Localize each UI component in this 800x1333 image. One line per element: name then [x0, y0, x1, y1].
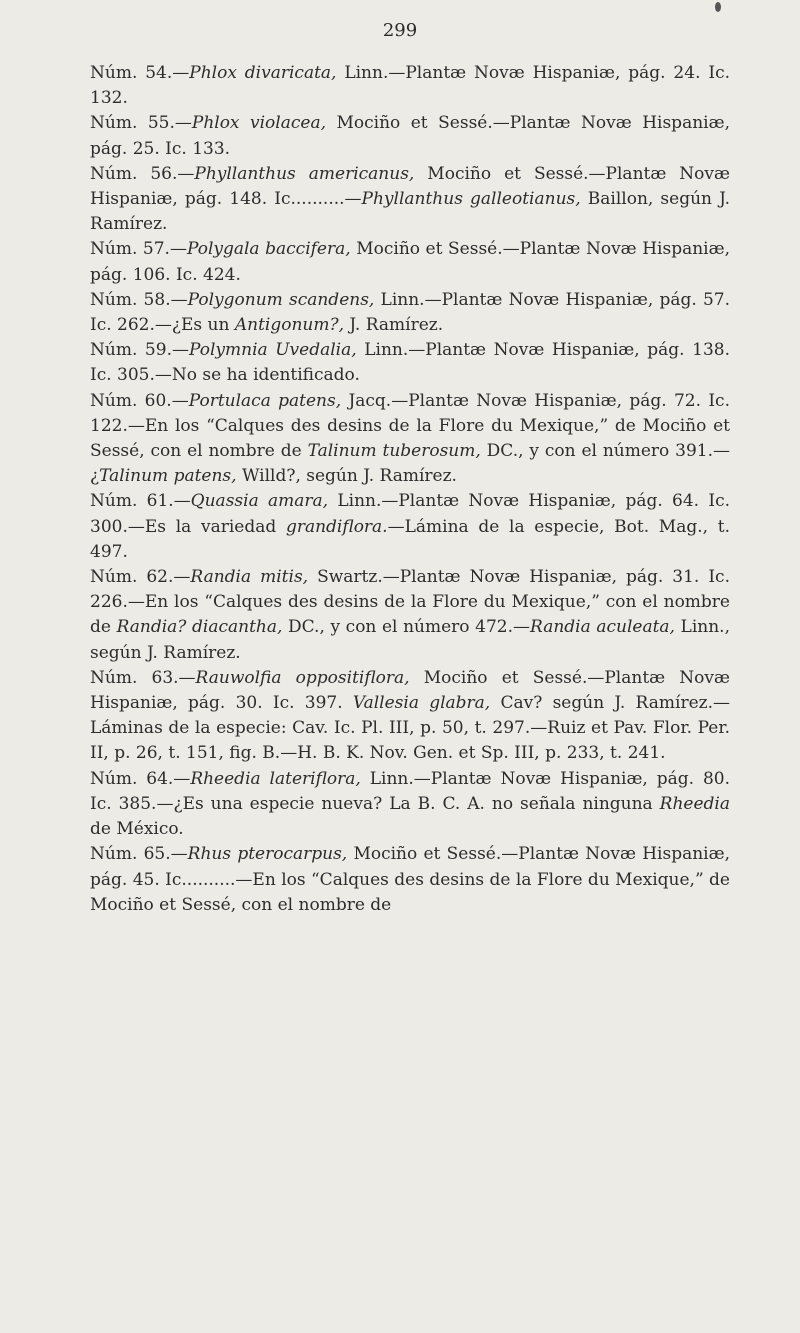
- taxon-name: Rheedia lateriflora,: [190, 768, 361, 789]
- entry-text: Cav? según J. Ramírez.—Láminas de la especie: Cav. Ic. Pl. III, p. 50, t. 297.—Ruiz et Pav. Flor. Per. II, p. 26, t. 151, fig. B.—H. B. K. Nov. Gen. et Sp. III, p. 233, t. 241.: [90, 693, 730, 764]
- entry-text: Núm. 65.—: [90, 844, 188, 865]
- taxon-name: Portulaca patens,: [188, 390, 342, 411]
- catalog-entry: [90, 162, 730, 238]
- entry-text: Núm. 55.—: [90, 113, 192, 134]
- taxon-name: Phlox divaricata,: [189, 63, 337, 83]
- entry-text: Núm. 54.—: [90, 63, 190, 83]
- entry-text: de México.: [90, 819, 184, 840]
- entry-text: Linn.—Plantæ Novæ Hispaniæ, pág. 64. Ic. 300.—Es la variedad: [90, 491, 730, 537]
- taxon-name: Antigonum?,: [234, 315, 345, 336]
- entry-text: Mociño et Sessé.—Plantæ Novæ Hispaniæ, pág. 30. Ic. 397.: [90, 667, 730, 714]
- catalog-entry: [90, 842, 730, 918]
- taxon-name: Quassia amara,: [190, 491, 329, 512]
- taxon-name: Vallesia glabra,: [352, 693, 491, 714]
- entry-text: Núm. 58.—: [90, 289, 188, 310]
- entry-text: DC., y con el número 472.—: [282, 617, 530, 638]
- entry-text: Mociño et Sessé.—Plantæ Novæ Hispaniæ, pág. 45. Ic..........—En los “Calques des desins de la Flore du Mexique,” de Mociño et Sessé, con el nombre de: [90, 844, 730, 915]
- page-number: 299: [382, 20, 418, 41]
- taxon-name: grandiflora.: [285, 516, 388, 537]
- taxon-name: Talinum patens,: [99, 466, 237, 487]
- catalog-entry: [90, 565, 730, 666]
- entry-text: Linn.—Plantæ Novæ Hispaniæ, pág. 24. Ic. 132.: [90, 63, 730, 109]
- catalog-entry: [90, 489, 730, 565]
- taxon-name: Polygonum scandens,: [187, 289, 375, 310]
- taxon-name: Polymnia Uvedalia,: [188, 340, 357, 361]
- catalog-entry: [90, 767, 730, 843]
- entry-text: Núm. 64.—: [90, 768, 191, 789]
- taxon-name: Phlox violacea,: [191, 113, 326, 134]
- taxon-name: Rauwolfia oppositiflora,: [195, 667, 410, 688]
- taxon-name: Randia aculeata,: [530, 617, 675, 638]
- taxon-name: Rheedia: [659, 793, 730, 814]
- catalog-entry: [90, 338, 730, 388]
- entry-text: Linn., según J. Ramírez.: [90, 617, 730, 663]
- entry-text: Linn.—Plantæ Novæ Hispaniæ, pág. 138. Ic. 305.—No se ha identificado.: [90, 340, 730, 386]
- entry-text: Baillon, según J. Ramírez.: [90, 189, 730, 235]
- entry-text: Núm. 57.—: [90, 239, 187, 260]
- entry-text: Linn.—Plantæ Novæ Hispaniæ, pág. 80. Ic. 385.—¿Es una especie nueva? La B. C. A. no señala ninguna: [90, 768, 731, 814]
- entry-text: Núm. 59.—: [90, 340, 189, 361]
- entry-text: Mociño et Sessé.—Plantæ Novæ Hispaniæ, pág. 106. Ic. 424.: [90, 239, 730, 285]
- entry-text: Linn.—Plantæ Novæ Hispaniæ, pág. 57. Ic. 262.—¿Es un: [90, 289, 731, 336]
- entry-text: Mociño et Sessé.—Plantæ Novæ Hispaniæ, pág. 148. Ic..........—: [90, 163, 731, 210]
- taxon-name: Phyllanthus americanus,: [194, 163, 415, 184]
- taxon-name: Rhus pterocarpus,: [187, 844, 348, 865]
- entry-text: Núm. 60.—: [90, 390, 189, 411]
- entry-text: Núm. 63.—: [90, 667, 196, 688]
- ink-mark: [715, 2, 721, 12]
- entry-text: J. Ramírez.: [344, 315, 444, 336]
- taxon-name: Randia? diacantha,: [116, 617, 283, 638]
- entry-text: Núm. 62.—: [90, 567, 191, 588]
- catalog-entry: [90, 61, 730, 111]
- taxon-name: Randia mitis,: [190, 567, 309, 588]
- entry-text: Jacq.—Plantæ Novæ Hispaniæ, pág. 72. Ic. 122.—En los “Calques des desins de la Flore du Mexique,” de Mociño et Sessé, con el nombre de: [90, 390, 730, 462]
- entry-text: DC., y con el número 391.—¿: [90, 441, 731, 487]
- entry-text: Núm. 56.—: [90, 163, 195, 184]
- catalog-entry: [90, 111, 730, 161]
- entry-text: Swartz.—Plantæ Novæ Hispaniæ, pág. 31. Ic. 226.—En los “Calques des desins de la Flore du Mexique,” con el nombre de: [90, 567, 730, 638]
- document-body: [90, 61, 730, 918]
- taxon-name: Talinum tuberosum,: [307, 441, 481, 462]
- entry-text: Willd?, según J. Ramírez.: [236, 466, 457, 487]
- taxon-name: Phyllanthus galleotianus,: [361, 189, 581, 210]
- entry-text: Núm. 61.—: [90, 491, 191, 512]
- entry-text: —Lámina de la especie, Bot. Mag., t. 497.: [90, 516, 730, 562]
- catalog-entry: [90, 288, 730, 338]
- catalog-entry: [90, 237, 730, 287]
- entry-text: Mociño et Sessé.—Plantæ Novæ Hispaniæ, pág. 25. Ic. 133.: [90, 113, 730, 159]
- catalog-entry: [90, 666, 730, 767]
- taxon-name: Polygala baccifera,: [186, 239, 351, 260]
- catalog-entry: [90, 389, 730, 490]
